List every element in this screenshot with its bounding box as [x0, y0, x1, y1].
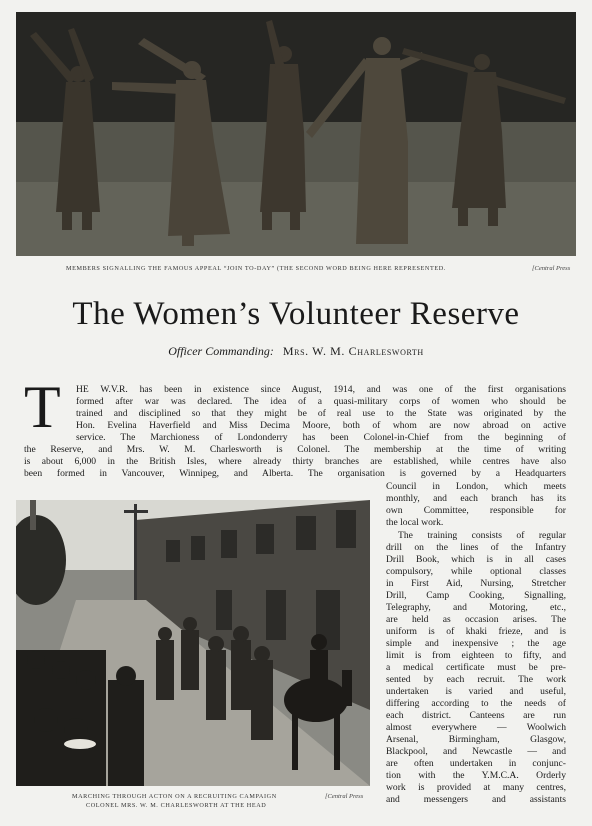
bottom-photo-caption-line2: COLONEL MRS. W. M. CHARLESWORTH AT THE HEAD — [86, 802, 267, 809]
column-line: Drill, Camp Cooking, Signalling, — [386, 590, 566, 601]
intro-line: Hon. Evelina Haverfield and Miss Decima Moore, both of whom are now abroad on active — [76, 420, 566, 431]
column-line: tion with the Y.M.C.A. Orderly — [386, 770, 566, 781]
column-line: Council in London, which meets — [386, 481, 566, 492]
subtitle-name: Mrs. W. M. Charlesworth — [282, 344, 424, 358]
column-line: The training consists of regular — [398, 530, 566, 541]
column-line: sented by each recruit. The work — [386, 674, 566, 685]
column-line: uniform is of khaki frieze, and is — [386, 626, 566, 637]
page-title: The Women’s Volunteer Reserve — [72, 296, 520, 332]
column-line: monthly, and each branch has its — [386, 493, 566, 504]
column-line: own Committee, responsible for — [386, 505, 566, 516]
column-line: the local work. — [386, 517, 444, 528]
column-line: each district. Canteens are run — [386, 710, 566, 721]
intro-line: is about 6,000 in the British Isles, where already thirty branches are established, while centres have also — [24, 456, 566, 467]
column-line: a medical certificate must be pre- — [386, 662, 566, 673]
intro-line: trained and disciplined so that they might be of real use to the State was originated by the — [76, 408, 566, 419]
column-line: differing according to the needs of — [386, 698, 566, 709]
column-line: Arsenal, Birmingham, Glasgow, — [386, 734, 566, 745]
drop-cap: T — [24, 374, 61, 440]
bottom-photo-march — [16, 500, 370, 786]
column-line: compulsory, while optional classes — [386, 566, 566, 577]
column-line: in First Aid, Nursing, Stretcher — [386, 578, 566, 589]
column-line: are held as occasion arises. The — [386, 614, 566, 625]
column-line: work is provided at many centres, — [386, 782, 566, 793]
intro-line: the Reserve, and Mrs. W. M. Charlesworth is Colonel. The membership at the time of writing — [24, 444, 566, 455]
column-line: undertaken is varied and useful, — [386, 686, 566, 697]
bottom-photo-caption-line1: MARCHING THROUGH ACTON ON A RECRUITING CAMPAIGN — [72, 793, 277, 800]
top-photo-caption: MEMBERS SIGNALLING THE FAMOUS APPEAL “JOIN TO-DAY” (THE SECOND WORD BEING HERE REPRESENTED. — [66, 265, 446, 272]
intro-line: formed after war was declared. The idea of a quasi-military corps of women who should be — [76, 396, 566, 407]
column-line: Telegraphy, and Motoring, etc., — [386, 602, 566, 613]
column-line: are often undertaken in conjunc- — [386, 758, 566, 769]
subtitle — [0, 344, 592, 359]
column-line: limit is from eighteen to fifty, and — [386, 650, 566, 661]
column-line: almost everywhere — Woolwich — [386, 722, 566, 733]
column-line: and messengers and assistants — [386, 794, 566, 805]
intro-line: HE W.V.R. has been in existence since August, 1914, and was one of the first organisations — [76, 384, 566, 395]
intro-line: service. The Marchioness of Londonderry has been Colonel-in-Chief from the beginning of — [76, 432, 566, 443]
top-photo-credit: [Central Press — [532, 265, 571, 272]
column-line: Drill Book, which is in all cases — [386, 554, 566, 565]
column-line: Blackpool, and Newcastle — and — [386, 746, 566, 757]
bottom-photo-credit: [Central Press — [325, 793, 364, 800]
subtitle-label: Officer Commanding: — [168, 344, 274, 358]
intro-line: been formed in Vancouver, Winnipeg, and Alberta. The organisation is governed by a Headquarters — [24, 468, 566, 479]
top-photo-signalling — [16, 12, 576, 256]
column-line: drill on the lines of the Infantry — [386, 542, 566, 553]
column-line: simple and inexpensive ; the age — [386, 638, 566, 649]
